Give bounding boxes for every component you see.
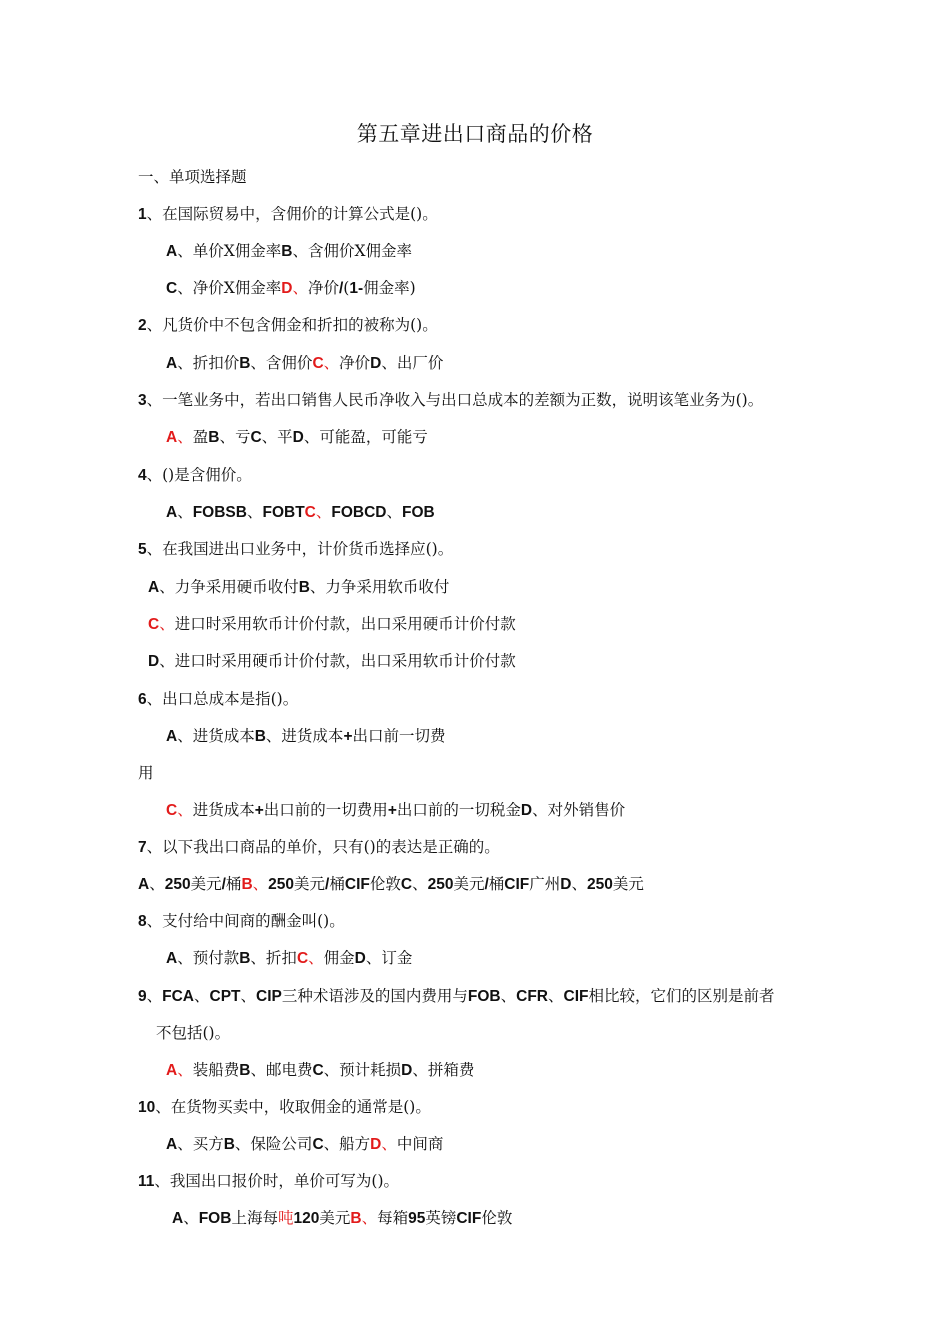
text-segment: 、以下我出口商品的单价，只有()的表达是正确的。 <box>146 838 500 856</box>
text-segment: CIF <box>563 988 589 1005</box>
text-segment: 120 <box>293 1210 320 1227</box>
text-segment: D <box>520 802 533 819</box>
q10-stem <box>138 1096 431 1119</box>
text-segment: 、可能盈，可能亏 <box>303 428 428 446</box>
text-segment: / <box>338 280 344 297</box>
q11-options <box>172 1207 512 1230</box>
text-segment: A <box>166 243 178 260</box>
text-segment: 佣金率) <box>363 279 416 297</box>
text-segment: 、力争采用软币收付 <box>309 578 450 596</box>
answer-mark: A <box>166 1062 178 1079</box>
text-segment: 美元 <box>319 1209 351 1227</box>
answer-mark: C <box>304 504 316 521</box>
text-segment: 、 <box>177 503 193 521</box>
q4-stem <box>138 464 252 487</box>
text-segment: 、预计耗损 <box>323 1061 402 1079</box>
answer-mark: 、 <box>159 615 175 633</box>
text-segment: 、亏 <box>219 428 251 446</box>
text-segment: B <box>239 355 251 372</box>
text-segment: 95 <box>408 1210 426 1227</box>
q8-stem <box>138 910 345 933</box>
text-segment: 、 <box>183 1209 199 1227</box>
text-segment: 、 <box>412 875 428 893</box>
text-segment: 8 <box>138 913 147 930</box>
answer-mark: 、 <box>381 1135 397 1153</box>
text-segment: 、含佣价X佣金率 <box>292 242 412 260</box>
text-segment: 、 <box>240 987 257 1005</box>
text-segment: B <box>239 950 251 967</box>
q9-options <box>166 1059 474 1082</box>
text-segment: 相比较，它们的区别是前者 <box>588 987 775 1005</box>
text-segment: 、进货成本 <box>265 727 344 745</box>
text-segment: 、进口时采用硬币计价付款，出口采用软币计价付款 <box>159 652 516 670</box>
text-segment: 、 <box>547 987 564 1005</box>
text-segment: FOBT <box>262 504 305 521</box>
text-segment: 、进货成本 <box>177 727 255 745</box>
text-segment: 9 <box>138 988 147 1005</box>
q1-stem <box>138 203 438 226</box>
text-segment: 、 <box>246 503 263 521</box>
answer-mark: 、 <box>177 428 193 446</box>
text-segment: FOBSB <box>192 504 247 521</box>
text-segment: 桶 <box>488 875 505 893</box>
q5-option-c <box>148 613 516 636</box>
text-segment: 、我国出口报价时，单价可写为()。 <box>154 1172 399 1190</box>
text-segment: 出口前的一切税金 <box>396 801 521 819</box>
text-segment: 、出厂价 <box>381 354 444 372</box>
text-segment: 、折扣 <box>250 949 297 967</box>
text-segment: 、保险公司 <box>234 1135 313 1153</box>
text-segment: C <box>166 280 178 297</box>
text-segment: 上海每 <box>231 1209 278 1227</box>
text-segment: 250 <box>268 876 295 893</box>
text-segment: + <box>254 802 264 819</box>
text-segment: 7 <box>138 839 147 856</box>
answer-mark: 吨 <box>277 1209 294 1227</box>
text-segment: B <box>223 1136 235 1153</box>
q9-stem-wrap <box>156 1022 230 1044</box>
text-segment: 盈 <box>192 428 209 446</box>
q4-options <box>166 501 435 524</box>
text-segment: B <box>239 1062 251 1079</box>
text-segment: CIF <box>344 876 370 893</box>
text-segment: 250 <box>164 876 191 893</box>
q6-options-ab <box>166 725 446 748</box>
text-segment: 、预付款 <box>177 949 240 967</box>
text-segment: D <box>148 653 160 670</box>
text-segment: 、净价X佣金率 <box>177 279 282 297</box>
section-heading: 一、单项选择题 <box>138 168 247 186</box>
text-segment: 桶 <box>225 875 242 893</box>
text-segment: / <box>221 876 226 893</box>
q11-stem <box>138 1170 399 1193</box>
q2-stem <box>138 314 438 337</box>
text-segment: 桶 <box>329 875 345 893</box>
text-segment: 1- <box>349 280 364 297</box>
text-segment: 、力争采用硬币收付 <box>159 578 299 596</box>
text-segment: FCA <box>162 988 194 1005</box>
text-segment: C <box>250 429 262 446</box>
text-segment: A <box>148 579 160 596</box>
text-segment: 2 <box>138 317 147 334</box>
text-segment: 伦敦 <box>369 875 401 893</box>
text-segment: CFR <box>516 988 548 1005</box>
text-segment: A <box>166 728 178 745</box>
text-segment: 不包括()。 <box>156 1024 231 1042</box>
text-segment: A <box>166 504 178 521</box>
text-segment: 、 <box>146 987 163 1005</box>
text-segment: 中间商 <box>396 1135 444 1153</box>
q3-options <box>166 426 428 449</box>
text-segment: 250 <box>587 876 613 893</box>
text-segment: 每箱 <box>377 1209 409 1227</box>
q1-options-cd <box>166 277 416 300</box>
text-segment: 、买方 <box>177 1135 224 1153</box>
text-segment: 美元 <box>294 875 326 893</box>
text-segment: 美元 <box>612 875 644 893</box>
answer-mark: 、 <box>361 1209 378 1227</box>
text-segment: C <box>312 1136 324 1153</box>
q6-options-ab-wrap <box>138 762 154 784</box>
q5-option-d <box>148 650 516 673</box>
text-segment: / <box>484 876 489 893</box>
text-segment: + <box>343 728 353 745</box>
text-segment: C <box>400 876 413 893</box>
text-segment: B <box>254 728 266 745</box>
text-segment: 、单价X佣金率 <box>177 242 282 260</box>
text-segment: CPT <box>209 988 241 1005</box>
text-segment: D <box>370 355 382 372</box>
text-segment: 、支付给中间商的酬金叫()。 <box>146 912 345 930</box>
q10-options <box>166 1133 443 1156</box>
text-segment: / <box>325 876 330 893</box>
answer-mark: C <box>166 802 178 819</box>
q7-stem <box>138 836 500 859</box>
text-segment: 净价 <box>307 279 339 297</box>
text-segment: D <box>354 950 366 967</box>
text-segment: 、含佣价 <box>250 354 313 372</box>
text-segment: D <box>401 1062 413 1079</box>
text-segment: + <box>387 802 397 819</box>
answer-mark: 、 <box>323 354 340 372</box>
answer-mark: 、 <box>177 801 193 819</box>
text-segment: 、一笔业务中，若出口销售人民币净收入与出口总成本的差额为正数，说明该笔业务为()。 <box>146 391 764 409</box>
text-segment: 进口时采用软币计价付款，出口采用硬币计价付款 <box>174 615 516 633</box>
answer-mark: C <box>148 616 160 633</box>
text-segment: 、邮电费 <box>250 1061 313 1079</box>
q3-stem <box>138 389 763 412</box>
answer-mark: 、 <box>315 503 332 521</box>
text-segment: 美元 <box>453 875 485 893</box>
text-segment: 英镑 <box>425 1209 457 1227</box>
answer-mark: 、 <box>252 875 269 893</box>
text-segment: 、在我国进出口业务中，计价货币选择应()。 <box>146 540 454 558</box>
text-segment: CIP <box>256 988 282 1005</box>
text-segment: 5 <box>138 541 147 558</box>
q7-options <box>138 873 644 896</box>
text-segment: A <box>138 876 150 893</box>
text-segment: CIF <box>456 1210 482 1227</box>
answer-mark: D <box>281 280 293 297</box>
answer-mark: 、 <box>308 949 324 967</box>
text-segment: 、在国际贸易中，含佣价的计算公式是()。 <box>146 205 438 223</box>
text-segment: 250 <box>427 876 454 893</box>
answer-mark: D <box>370 1136 382 1153</box>
text-segment: 净价 <box>339 354 371 372</box>
text-segment: B <box>208 429 220 446</box>
q6-stem <box>138 688 298 711</box>
text-segment: 、 <box>149 875 165 893</box>
text-segment: 、 <box>500 987 517 1005</box>
text-segment: 、对外销售价 <box>532 801 626 819</box>
text-segment: 广州 <box>529 875 561 893</box>
text-segment: 4 <box>138 467 147 484</box>
answer-mark: B <box>350 1210 362 1227</box>
text-segment: 出口前一切费 <box>352 727 446 745</box>
text-segment: 用 <box>138 764 154 782</box>
q5-options-ab <box>148 576 449 599</box>
text-segment: 进货成本 <box>192 801 255 819</box>
q5-stem <box>138 538 453 561</box>
q8-options <box>166 947 412 970</box>
text-segment: 、()是含佣价。 <box>146 466 252 484</box>
q6-options-cd <box>166 799 625 822</box>
text-segment: 、在货物买卖中，收取佣金的通常是()。 <box>155 1098 431 1116</box>
text-segment: B <box>281 243 293 260</box>
answer-mark: A <box>166 429 178 446</box>
text-segment: 装船费 <box>192 1061 240 1079</box>
text-segment: B <box>298 579 310 596</box>
text-segment: 、拼箱费 <box>412 1061 475 1079</box>
text-segment: 佣金 <box>323 949 355 967</box>
q1-options-ab <box>166 240 412 263</box>
text-segment: 、折扣价 <box>177 354 240 372</box>
text-segment: CIF <box>504 876 530 893</box>
text-segment: 、 <box>194 987 210 1005</box>
text-segment: 6 <box>138 691 147 708</box>
q2-options <box>166 352 443 375</box>
text-segment: 、 <box>386 503 403 521</box>
text-segment: 、船方 <box>323 1135 371 1153</box>
text-segment: 美元 <box>190 875 222 893</box>
text-segment: 3 <box>138 392 147 409</box>
text-segment: C <box>312 1062 324 1079</box>
text-segment: D <box>560 876 572 893</box>
q9-stem <box>138 985 774 1008</box>
text-segment: A <box>166 950 178 967</box>
text-segment: 、凡货价中不包含佣金和折扣的被称为()。 <box>146 316 438 334</box>
text-segment: FOB <box>198 1210 232 1227</box>
text-segment: 、出口总成本是指()。 <box>146 690 299 708</box>
answer-mark: 、 <box>177 1061 193 1079</box>
text-segment: 伦敦 <box>481 1209 513 1227</box>
answer-mark: 、 <box>292 279 308 297</box>
text-segment: 三种术语涉及的国内费用与 <box>281 987 468 1005</box>
text-segment: A <box>166 1136 178 1153</box>
text-segment: 1 <box>138 206 147 223</box>
text-segment: A <box>172 1210 184 1227</box>
text-segment: A <box>166 355 178 372</box>
text-segment: ( <box>343 279 350 297</box>
text-segment: FOB <box>467 988 501 1005</box>
answer-mark: C <box>296 950 309 967</box>
text-segment: 出口前的一切费用 <box>263 801 388 819</box>
text-segment: 11 <box>138 1173 155 1190</box>
text-segment: FOBCD <box>331 504 387 521</box>
text-segment: 、平 <box>261 428 293 446</box>
answer-mark: C <box>312 355 324 372</box>
text-segment: D <box>292 429 304 446</box>
text-segment: 10 <box>138 1099 156 1116</box>
page-title: 第五章进出口商品的价格 <box>356 122 594 146</box>
answer-mark: B <box>241 876 253 893</box>
text-segment: 、 <box>571 875 587 893</box>
text-segment: FOB <box>402 504 435 521</box>
text-segment: 、订金 <box>365 949 413 967</box>
